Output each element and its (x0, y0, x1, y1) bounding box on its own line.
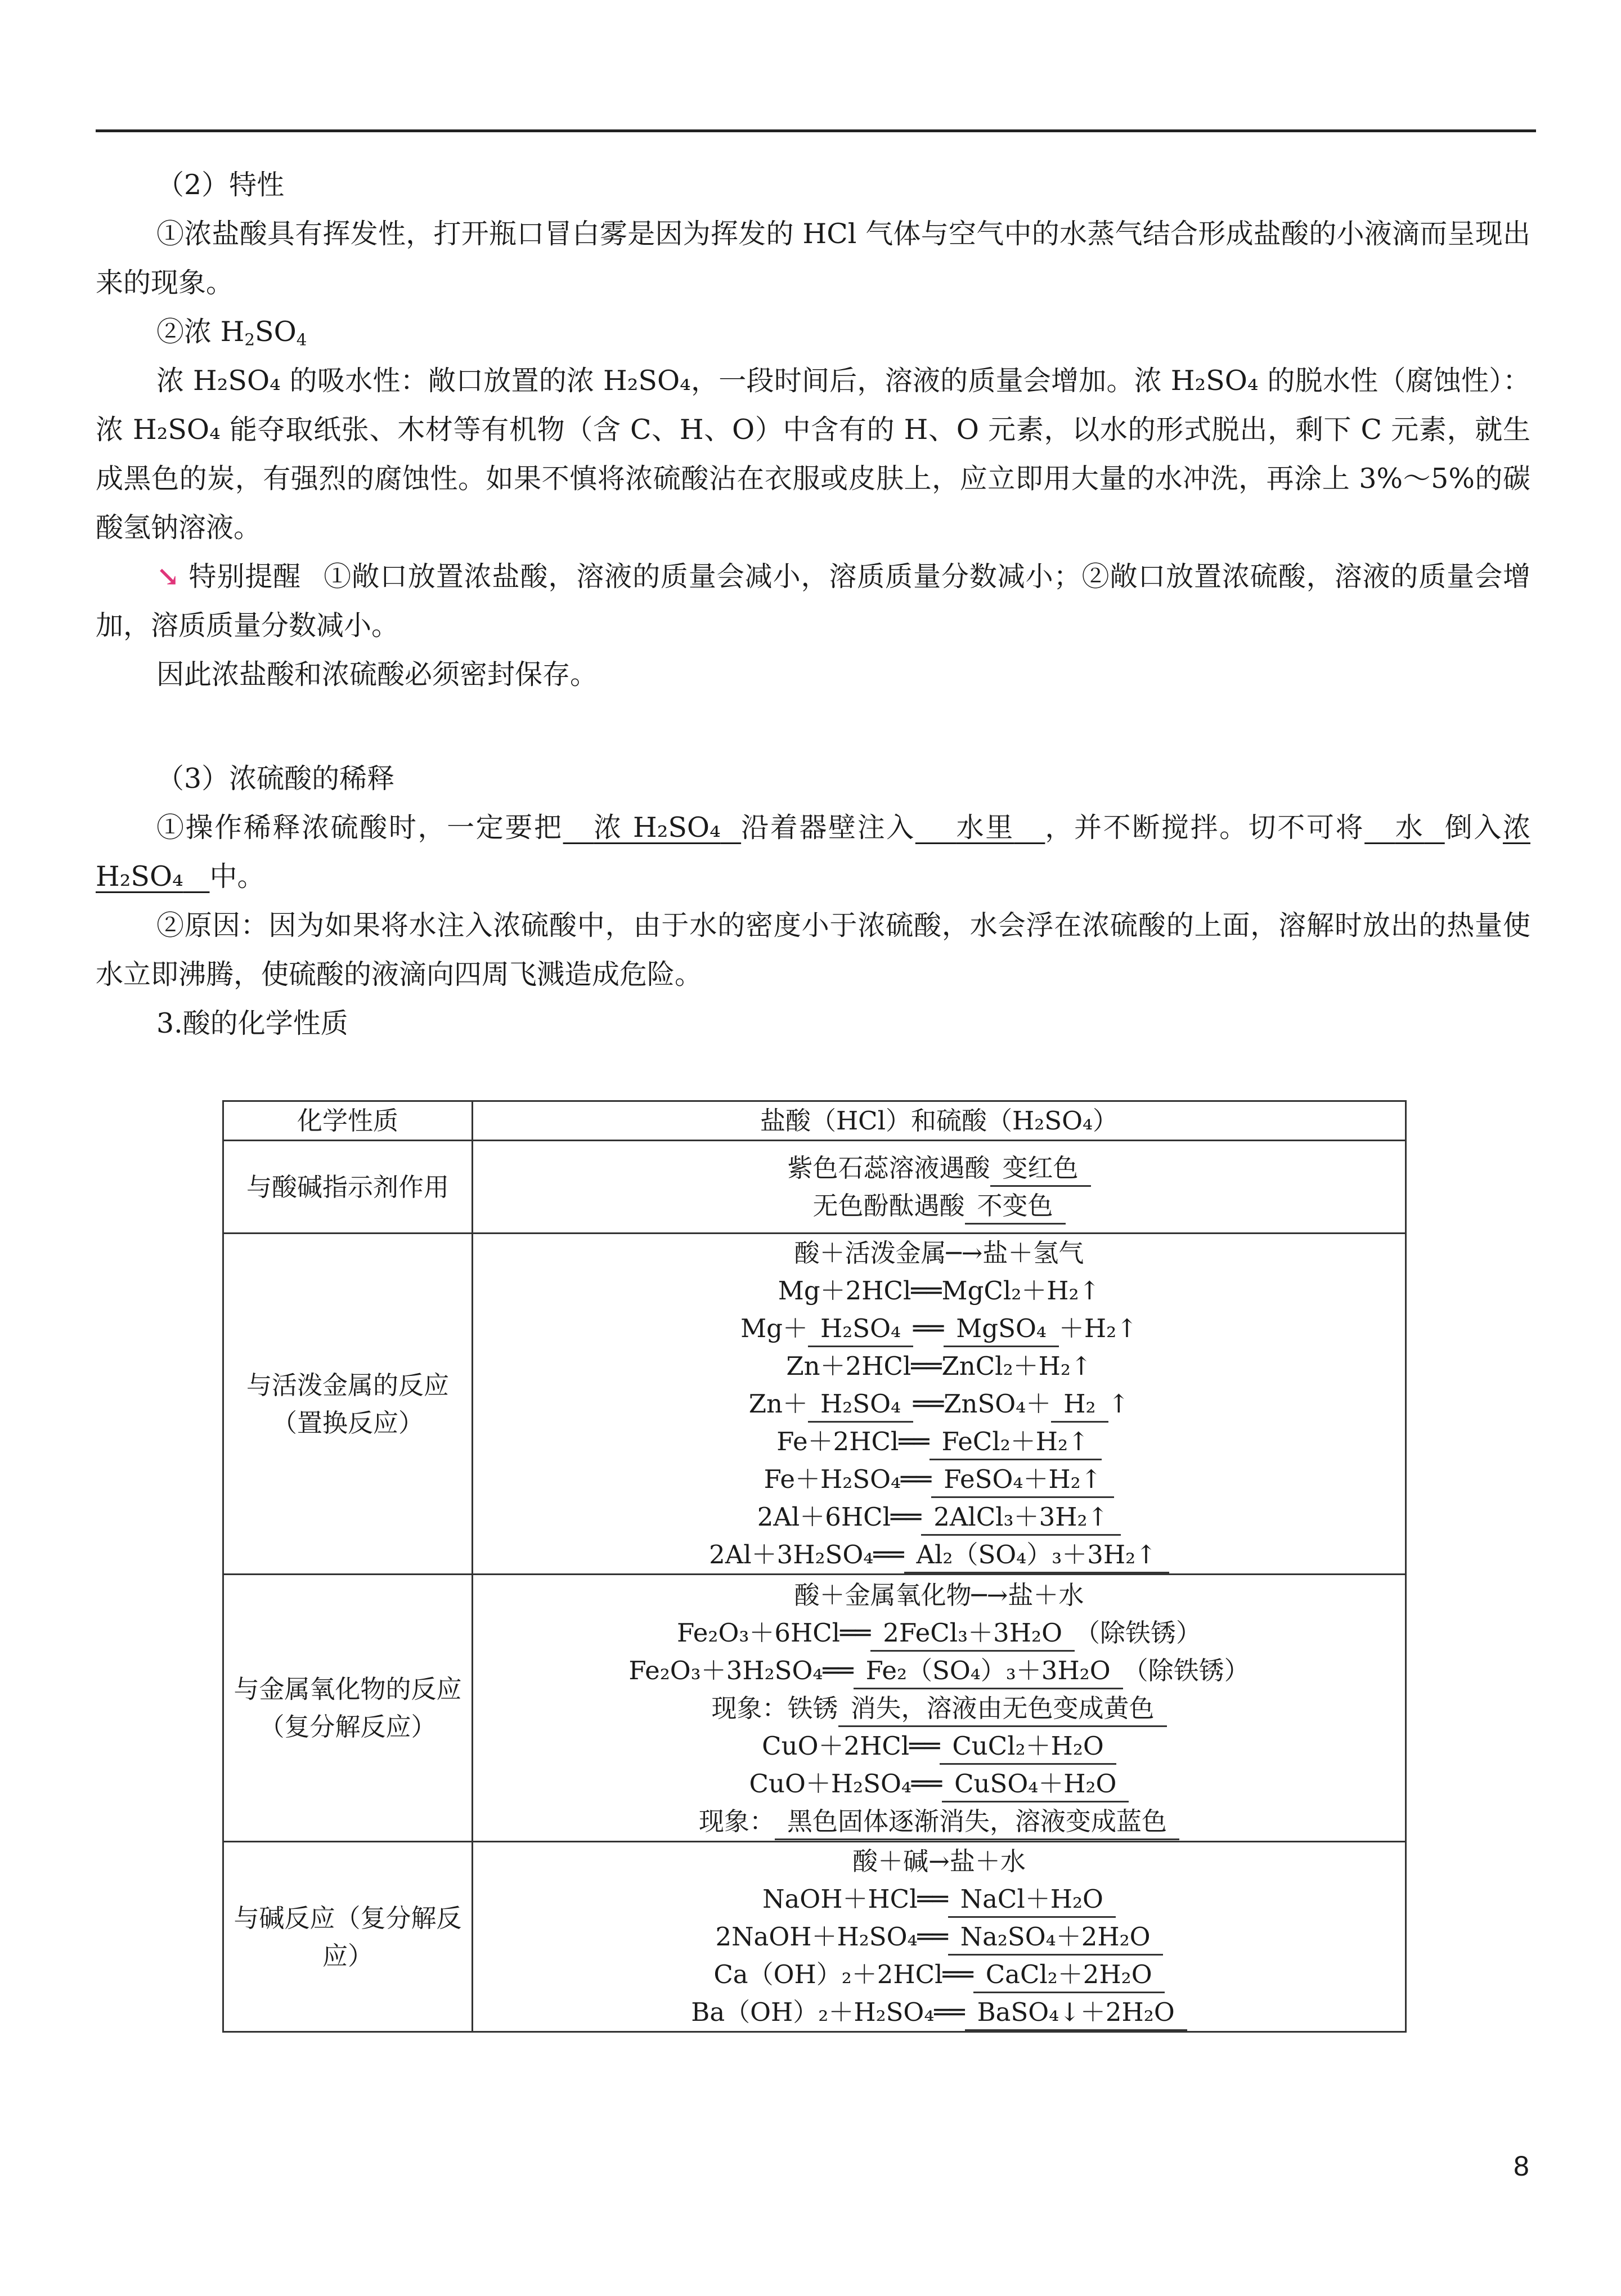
table-row (223, 1842, 1406, 2032)
row-label-active-metal: 与活泼金属的反应（置换反应） (223, 1234, 473, 1575)
section3-title: （3）浓硫酸的稀释 (156, 763, 395, 795)
equation-line: Fe＋2HCl══ FeCl₂＋H₂↑ (479, 1423, 1399, 1460)
table-row (223, 1575, 1406, 1842)
equation-line: Ca（OH）₂＋2HCl══ CaCl₂＋2H₂O (479, 1956, 1399, 1993)
equation-line: Zn＋2HCl══ZnCl₂＋H₂↑ (786, 1351, 1092, 1381)
section2-title: （2）特性 (156, 169, 285, 201)
equation-line: 酸＋金属氧化物─→盐＋水 (794, 1580, 1084, 1610)
section-dilution (96, 754, 1530, 1048)
tip-label: 特别提醒 (188, 560, 302, 593)
para-h2so4-body: 浓 H₂SO₄ 的吸水性：敞口放置的浓 H₂SO₄，一段时间后，溶液的质量会增加。浓 H₂SO₄ 的脱水性（腐蚀性）：浓 H₂SO₄ 能夺取纸张、木材等有机物（含 C、H、O）中含有的 H、O 元素，以水的形式脱出，剩下 C 元素，就生成黑色的炭，有强烈的腐蚀性。如果不慎将浓硫酸沾在衣服或皮肤上，应立即用大量的水冲洗，再涂上 3%～5%的碳酸氢钠溶液。 (96, 365, 1530, 544)
row-label-metal-oxide: 与金属氧化物的反应（复分解反应） (223, 1575, 473, 1842)
row-label-indicator: 与酸碱指示剂作用 (223, 1141, 473, 1234)
equation-line: CuO＋H₂SO₄══ CuSO₄＋H₂O (479, 1765, 1399, 1802)
equation-line: 2Al＋6HCl══ 2AlCl₃＋3H₂↑ (479, 1498, 1399, 1536)
equation-line: Fe＋H₂SO₄══ FeSO₄＋H₂↑ (479, 1460, 1399, 1498)
equation-line: 2Al＋3H₂SO₄══ Al₂（SO₄）₃＋3H₂↑ (479, 1536, 1399, 1573)
row-cell-indicator (473, 1141, 1406, 1234)
page-number: 8 (1514, 2150, 1529, 2182)
row-label-base: 与碱反应（复分解反应） (223, 1842, 473, 2032)
equation-line: Zn＋ H₂SO₄ ══ZnSO₄＋ H₂ ↑ (479, 1385, 1399, 1423)
table-header-acids: 盐酸（HCl）和硫酸（H₂SO₄） (473, 1101, 1406, 1141)
tip-text: ①敞口放置浓盐酸，溶液的质量会减小，溶质质量分数减小；②敞口放置浓硫酸，溶液的质量会增加，溶质质量分数减小。 (96, 560, 1530, 642)
blank-4: 浓 H₂SO₄ (96, 811, 1530, 893)
section-properties (96, 160, 1530, 699)
table-header-property: 化学性质 (223, 1101, 473, 1141)
dilution-operation: ①操作稀释浓硫酸时，一定要把 浓 H₂SO₄ 沿着器壁注入 水里 ，并不断搅拌。切不可将 水 倒入浓 H₂SO₄ 中。 (96, 811, 1530, 893)
equation-line: 紫色石蕊溶液遇酸 变红色 (479, 1149, 1399, 1187)
header-rule (96, 129, 1536, 132)
blank-2: 水里 (956, 811, 1014, 844)
equation-line: 现象： 黑色固体逐渐消失，溶液变成蓝色 (479, 1802, 1399, 1840)
tip-conclusion: 因此浓盐酸和浓硫酸必须密封保存。 (156, 658, 598, 690)
row-cell-metal-oxide (473, 1575, 1406, 1842)
equation-line: NaOH＋HCl══ NaCl＋H₂O (479, 1880, 1399, 1918)
arrow-icon: ↘ (156, 560, 180, 593)
equation-line: Mg＋2HCl══MgCl₂＋H₂↑ (778, 1276, 1101, 1306)
equation-line: 酸＋活泼金属─→盐＋氢气 (794, 1238, 1084, 1268)
row-cell-base (473, 1842, 1406, 2032)
dilution-reason: ②原因：因为如果将水注入浓硫酸中，由于水的密度小于浓硫酸，水会浮在浓硫酸的上面，溶解时放出的热量使水立即沸腾，使硫酸的液滴向四周飞溅造成危险。 (96, 909, 1530, 990)
equation-line: 酸＋碱→盐＋水 (852, 1846, 1026, 1876)
heading-acid-chemical-properties: 3.酸的化学性质 (156, 1007, 348, 1039)
equation-line: Fe₂O₃＋3H₂SO₄══ Fe₂（SO₄）₃＋3H₂O （除铁锈） (479, 1652, 1399, 1689)
equation-line: 现象：铁锈 消失，溶液由无色变成黄色 (479, 1689, 1399, 1727)
blank-3: 水 (1395, 811, 1425, 844)
equation-line: Mg＋ H₂SO₄ ══ MgSO₄ ＋H₂↑ (479, 1310, 1399, 1347)
special-tip (96, 552, 1530, 650)
para-hcl-volatility: ①浓盐酸具有挥发性，打开瓶口冒白雾是因为挥发的 HCl 气体与空气中的水蒸气结合形成盐酸的小液滴而呈现出来的现象。 (96, 218, 1530, 299)
equation-line: Fe₂O₃＋6HCl══ 2FeCl₃＋3H₂O （除铁锈） (479, 1614, 1399, 1652)
acid-properties-table (222, 1100, 1407, 2033)
equation-line: 无色酚酞遇酸 不变色 (479, 1187, 1399, 1225)
equation-line: 2NaOH＋H₂SO₄══ Na₂SO₄＋2H₂O (479, 1918, 1399, 1956)
row-cell-active-metal (473, 1234, 1406, 1575)
para-h2so4-title: ②浓 $H_2SO_4$ (156, 316, 307, 349)
equation-line: Ba（OH）₂＋H₂SO₄══ BaSO₄↓＋2H₂O (479, 1993, 1399, 2031)
equation-line: CuO＋2HCl══ CuCl₂＋H₂O (479, 1727, 1399, 1765)
table-row (223, 1141, 1406, 1234)
blank-1: 浓 H₂SO₄ (594, 811, 721, 844)
table-row (223, 1234, 1406, 1575)
